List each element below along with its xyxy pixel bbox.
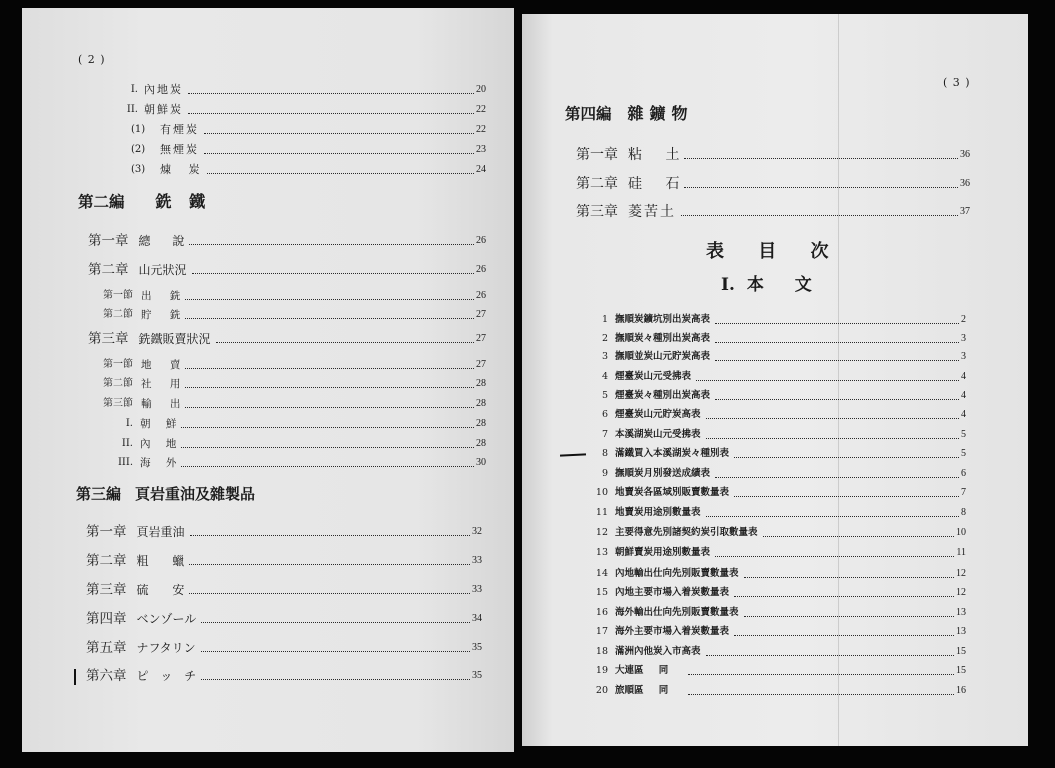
toc-entry bbox=[576, 176, 970, 192]
entry-title: 出 銑 bbox=[141, 290, 181, 302]
table-page: 13 bbox=[956, 607, 966, 618]
table-title: 煙臺炭山元受拂表 bbox=[615, 371, 692, 382]
table-number: 16 bbox=[595, 607, 608, 618]
table-title: 撫順並炭山元貯炭高表 bbox=[615, 351, 711, 362]
table-entry bbox=[588, 505, 966, 521]
entry-page: 34 bbox=[472, 613, 482, 624]
entry-page: 26 bbox=[476, 235, 486, 246]
table-entry bbox=[588, 525, 966, 541]
entry-page: 22 bbox=[476, 104, 486, 115]
entry-title: 內地炭 bbox=[144, 83, 183, 96]
toc-entry bbox=[131, 122, 486, 138]
table-page: 15 bbox=[956, 665, 966, 676]
table-number: 17 bbox=[595, 626, 608, 637]
table-page: 2 bbox=[961, 314, 966, 325]
entry-number: (1) bbox=[131, 124, 146, 135]
table-title: 地賣炭用途別數量表 bbox=[615, 507, 701, 518]
table-entry bbox=[588, 349, 966, 365]
table-entry bbox=[588, 585, 966, 601]
table-page: 3 bbox=[961, 333, 966, 344]
leader-dots bbox=[188, 93, 474, 94]
entry-title: 菱苦土 bbox=[628, 204, 676, 220]
section-title: 本 文 bbox=[746, 275, 812, 295]
entry-page: 36 bbox=[960, 178, 970, 189]
leader-dots bbox=[185, 299, 474, 300]
table-page: 5 bbox=[961, 448, 966, 459]
entry-title: 硫 安 bbox=[136, 583, 185, 597]
part-heading bbox=[78, 192, 205, 212]
table-number: 10 bbox=[595, 487, 608, 498]
table-title: 滿鐵買入本溪湖炭々種別表 bbox=[615, 448, 730, 459]
part-title: 雜鑛物 bbox=[627, 104, 694, 123]
table-entry bbox=[588, 644, 966, 660]
table-number: 1 bbox=[601, 314, 608, 325]
table-entry bbox=[588, 566, 966, 582]
table-title: 大連區 同 bbox=[615, 665, 669, 676]
entry-number: I. bbox=[130, 84, 138, 95]
leader-dots bbox=[684, 158, 958, 159]
entry-number: 第一章 bbox=[88, 233, 129, 249]
table-page: 3 bbox=[961, 351, 966, 362]
entry-page: 20 bbox=[476, 84, 486, 95]
table-number: 3 bbox=[601, 351, 608, 362]
entry-page: 27 bbox=[476, 309, 486, 320]
table-page: 12 bbox=[956, 568, 966, 579]
leader-dots bbox=[706, 655, 954, 656]
entry-title: 內 地 bbox=[140, 438, 177, 450]
table-number: 7 bbox=[601, 429, 608, 440]
table-entry bbox=[588, 683, 966, 699]
leader-dots bbox=[744, 616, 954, 617]
table-title: 撫順炭月別發送成績表 bbox=[615, 468, 711, 479]
entry-number: 第二節 bbox=[103, 378, 133, 389]
table-entry bbox=[588, 312, 966, 328]
entry-number: (2) bbox=[131, 144, 146, 155]
entry-page: 33 bbox=[472, 584, 482, 595]
entry-title: 粗 蠟 bbox=[136, 554, 185, 568]
toc-entry bbox=[88, 331, 486, 347]
toc-entry bbox=[86, 668, 482, 684]
section-number: I. bbox=[721, 275, 735, 295]
toc-entry bbox=[86, 582, 482, 598]
entry-number: 第一章 bbox=[576, 147, 618, 163]
entry-number: 第三節 bbox=[103, 398, 133, 409]
entry-title: ベンゾール bbox=[136, 612, 197, 626]
table-number: 9 bbox=[601, 468, 608, 479]
table-entry bbox=[588, 369, 966, 385]
left-page bbox=[22, 8, 514, 752]
toc-entry bbox=[576, 204, 970, 220]
table-title: 朝鮮賣炭用途別數量表 bbox=[615, 547, 711, 558]
table-page: 4 bbox=[961, 390, 966, 401]
entry-title: 海 外 bbox=[140, 457, 177, 469]
table-entry bbox=[588, 485, 966, 501]
toc-entry bbox=[86, 524, 482, 540]
leader-dots bbox=[763, 536, 954, 537]
entry-page: 28 bbox=[476, 438, 486, 449]
entry-page: 22 bbox=[476, 124, 486, 135]
leader-dots bbox=[715, 323, 959, 324]
leader-dots bbox=[744, 577, 954, 578]
table-page: 8 bbox=[961, 507, 966, 518]
table-title: 撫順炭々種別出炭高表 bbox=[615, 333, 711, 344]
entry-number: 第一節 bbox=[103, 290, 133, 301]
table-page: 13 bbox=[956, 626, 966, 637]
entry-title: 有煙炭 bbox=[160, 123, 199, 136]
table-number: 5 bbox=[601, 390, 608, 401]
right-page bbox=[522, 14, 1028, 746]
entry-number: II. bbox=[121, 438, 133, 449]
leader-dots bbox=[204, 153, 474, 154]
table-page: 15 bbox=[956, 646, 966, 657]
entry-title: 朝鮮炭 bbox=[144, 103, 183, 116]
part-number: 第二編 bbox=[78, 192, 125, 211]
leader-dots bbox=[201, 651, 470, 652]
table-title: 海外主要市場入着炭數量表 bbox=[615, 626, 730, 637]
table-entry bbox=[588, 624, 966, 640]
entry-title: 輸 出 bbox=[141, 398, 181, 410]
table-page: 5 bbox=[961, 429, 966, 440]
toc-entry bbox=[103, 357, 486, 373]
entry-number: 第三章 bbox=[86, 582, 127, 598]
leader-dots bbox=[715, 399, 959, 400]
table-number: 13 bbox=[595, 547, 608, 558]
toc-entry bbox=[113, 455, 486, 471]
toc-entry bbox=[113, 416, 486, 432]
toc-entry bbox=[86, 553, 482, 569]
table-entry bbox=[588, 407, 966, 423]
entry-number: 第一章 bbox=[86, 524, 127, 540]
table-title: 內地主要市場入着炭數量表 bbox=[615, 587, 730, 598]
entry-number: 第三章 bbox=[576, 204, 618, 220]
entry-page: 35 bbox=[472, 642, 482, 653]
leader-dots bbox=[185, 387, 474, 388]
leader-dots bbox=[204, 133, 474, 134]
entry-title: ピ ッ チ bbox=[136, 669, 197, 683]
table-page: 16 bbox=[956, 685, 966, 696]
entry-title: 總 說 bbox=[138, 234, 185, 248]
entry-title: 山元狀況 bbox=[138, 263, 187, 277]
table-entry bbox=[588, 545, 966, 561]
entry-title: ナフタリン bbox=[136, 641, 196, 655]
page-number: ( 3 ) bbox=[943, 76, 971, 89]
leader-dots bbox=[706, 516, 959, 517]
table-page: 4 bbox=[961, 409, 966, 420]
toc-entry bbox=[131, 162, 486, 178]
part-number: 第三編 bbox=[76, 485, 122, 503]
table-number: 6 bbox=[601, 409, 608, 420]
toc-entry bbox=[576, 147, 970, 163]
entry-page: 27 bbox=[476, 333, 486, 344]
leader-dots bbox=[201, 679, 470, 680]
leader-dots bbox=[688, 694, 954, 695]
entry-page: 27 bbox=[476, 359, 486, 370]
table-number: 8 bbox=[601, 448, 608, 459]
leader-dots bbox=[715, 342, 959, 343]
table-entry bbox=[588, 446, 966, 462]
entry-number: II. bbox=[126, 104, 138, 115]
table-title: 滿洲內他炭入市高表 bbox=[615, 646, 701, 657]
entry-number: 第二章 bbox=[86, 553, 127, 569]
table-list-heading: 表 目 次 bbox=[706, 241, 829, 262]
table-title: 本溪湖炭山元受拂表 bbox=[615, 429, 701, 440]
table-title: 海外輸出仕向先別販賣數量表 bbox=[615, 607, 739, 618]
table-page: 10 bbox=[956, 527, 966, 538]
table-page: 7 bbox=[961, 487, 966, 498]
leader-dots bbox=[216, 342, 474, 343]
table-title: 內地輸出仕向先別販賣數量表 bbox=[615, 568, 739, 579]
entry-number: 第二章 bbox=[576, 176, 618, 192]
toc-entry bbox=[88, 233, 486, 249]
entry-number: 第五章 bbox=[86, 640, 127, 656]
leader-dots bbox=[192, 273, 474, 274]
table-title: 旅順區 同 bbox=[615, 685, 669, 696]
leader-dots bbox=[190, 535, 470, 536]
leader-dots bbox=[684, 187, 958, 188]
table-title: 撫順炭鑛坑別出炭高表 bbox=[615, 314, 711, 325]
entry-number: III. bbox=[117, 457, 133, 468]
part-heading bbox=[76, 484, 255, 504]
part-number: 第四編 bbox=[565, 104, 612, 123]
part-heading bbox=[565, 104, 694, 124]
leader-dots bbox=[207, 173, 475, 174]
toc-entry bbox=[118, 82, 486, 98]
toc-entry bbox=[103, 396, 486, 412]
table-page: 12 bbox=[956, 587, 966, 598]
leader-dots bbox=[189, 564, 470, 565]
leader-dots bbox=[181, 447, 474, 448]
leader-dots bbox=[189, 244, 474, 245]
table-number: 19 bbox=[595, 665, 608, 676]
entry-title: 煉 炭 bbox=[160, 163, 202, 176]
toc-entry bbox=[86, 640, 482, 656]
table-number: 14 bbox=[595, 568, 608, 579]
table-entry bbox=[588, 605, 966, 621]
leader-dots bbox=[185, 368, 474, 369]
table-page: 4 bbox=[961, 371, 966, 382]
entry-page: 28 bbox=[476, 418, 486, 429]
leader-dots bbox=[734, 457, 959, 458]
part-title: 銑 鐵 bbox=[155, 192, 206, 211]
entry-page: 33 bbox=[472, 555, 482, 566]
toc-entry bbox=[113, 436, 486, 452]
pen-mark bbox=[560, 453, 586, 456]
leader-dots bbox=[696, 380, 959, 381]
table-number: 20 bbox=[595, 685, 608, 696]
entry-title: 粘 土 bbox=[628, 147, 680, 163]
table-entry bbox=[588, 427, 966, 443]
leader-dots bbox=[188, 113, 474, 114]
leader-dots bbox=[734, 496, 959, 497]
entry-title: 銑鐵販賣狀況 bbox=[138, 332, 211, 346]
table-number: 11 bbox=[595, 507, 608, 518]
entry-number: 第一節 bbox=[103, 359, 133, 370]
entry-title: 貯 銑 bbox=[141, 309, 181, 321]
leader-dots bbox=[181, 427, 474, 428]
table-number: 12 bbox=[595, 527, 608, 538]
leader-dots bbox=[185, 318, 474, 319]
leader-dots bbox=[181, 466, 474, 467]
leader-dots bbox=[185, 407, 474, 408]
entry-number: 第三章 bbox=[88, 331, 129, 347]
table-number: 15 bbox=[595, 587, 608, 598]
leader-dots bbox=[715, 360, 959, 361]
toc-entry bbox=[118, 102, 486, 118]
entry-page: 36 bbox=[960, 149, 970, 160]
entry-page: 26 bbox=[476, 290, 486, 301]
entry-page: 32 bbox=[472, 526, 482, 537]
table-title: 主要得意先別諸契約炭引取數量表 bbox=[615, 527, 758, 538]
leader-dots bbox=[734, 635, 954, 636]
leader-dots bbox=[715, 556, 954, 557]
entry-title: 無煙炭 bbox=[160, 143, 199, 156]
entry-page: 30 bbox=[476, 457, 486, 468]
table-title: 煙臺炭々種別出炭高表 bbox=[615, 390, 711, 401]
section-heading bbox=[721, 275, 812, 295]
entry-number: 第二節 bbox=[103, 309, 133, 320]
toc-entry bbox=[88, 262, 486, 278]
entry-page: 37 bbox=[960, 206, 970, 217]
leader-dots bbox=[706, 438, 959, 439]
toc-entry bbox=[131, 142, 486, 158]
entry-number: (3) bbox=[131, 164, 146, 175]
table-page: 6 bbox=[961, 468, 966, 479]
leader-dots bbox=[715, 477, 959, 478]
page-number: ( 2 ) bbox=[78, 53, 106, 66]
part-title: 頁岩重油及雜製品 bbox=[135, 485, 256, 503]
table-title: 地賣炭各區域別販賣數量表 bbox=[615, 487, 730, 498]
entry-title: 硅 石 bbox=[628, 176, 680, 192]
table-title: 煙臺炭山元貯炭高表 bbox=[615, 409, 701, 420]
table-entry bbox=[588, 388, 966, 404]
toc-entry bbox=[103, 376, 486, 392]
entry-page: 28 bbox=[476, 398, 486, 409]
table-number: 4 bbox=[601, 371, 608, 382]
entry-number: 第四章 bbox=[86, 611, 127, 627]
table-page: 11 bbox=[956, 547, 966, 558]
entry-title: 地 賣 bbox=[141, 359, 181, 371]
leader-dots bbox=[688, 674, 954, 675]
entry-title: 社 用 bbox=[141, 378, 181, 390]
table-number: 18 bbox=[595, 646, 608, 657]
leader-dots bbox=[706, 418, 959, 419]
table-number: 2 bbox=[601, 333, 608, 344]
leader-dots bbox=[201, 622, 470, 623]
table-entry bbox=[588, 466, 966, 482]
table-entry bbox=[588, 663, 966, 679]
leader-dots bbox=[734, 596, 954, 597]
entry-page: 23 bbox=[476, 144, 486, 155]
entry-title: 朝 鮮 bbox=[140, 418, 177, 430]
entry-number: 第二章 bbox=[88, 262, 129, 278]
pen-mark bbox=[74, 669, 76, 685]
entry-page: 28 bbox=[476, 378, 486, 389]
table-entry bbox=[588, 331, 966, 347]
toc-entry bbox=[103, 307, 486, 323]
entry-page: 26 bbox=[476, 264, 486, 275]
entry-page: 24 bbox=[476, 164, 486, 175]
leader-dots bbox=[189, 593, 470, 594]
entry-number: I. bbox=[125, 418, 133, 429]
toc-entry bbox=[86, 611, 482, 627]
entry-page: 35 bbox=[472, 670, 482, 681]
leader-dots bbox=[681, 215, 958, 216]
entry-number: 第六章 bbox=[86, 668, 127, 684]
entry-title: 頁岩重油 bbox=[136, 525, 185, 539]
toc-entry bbox=[103, 288, 486, 304]
